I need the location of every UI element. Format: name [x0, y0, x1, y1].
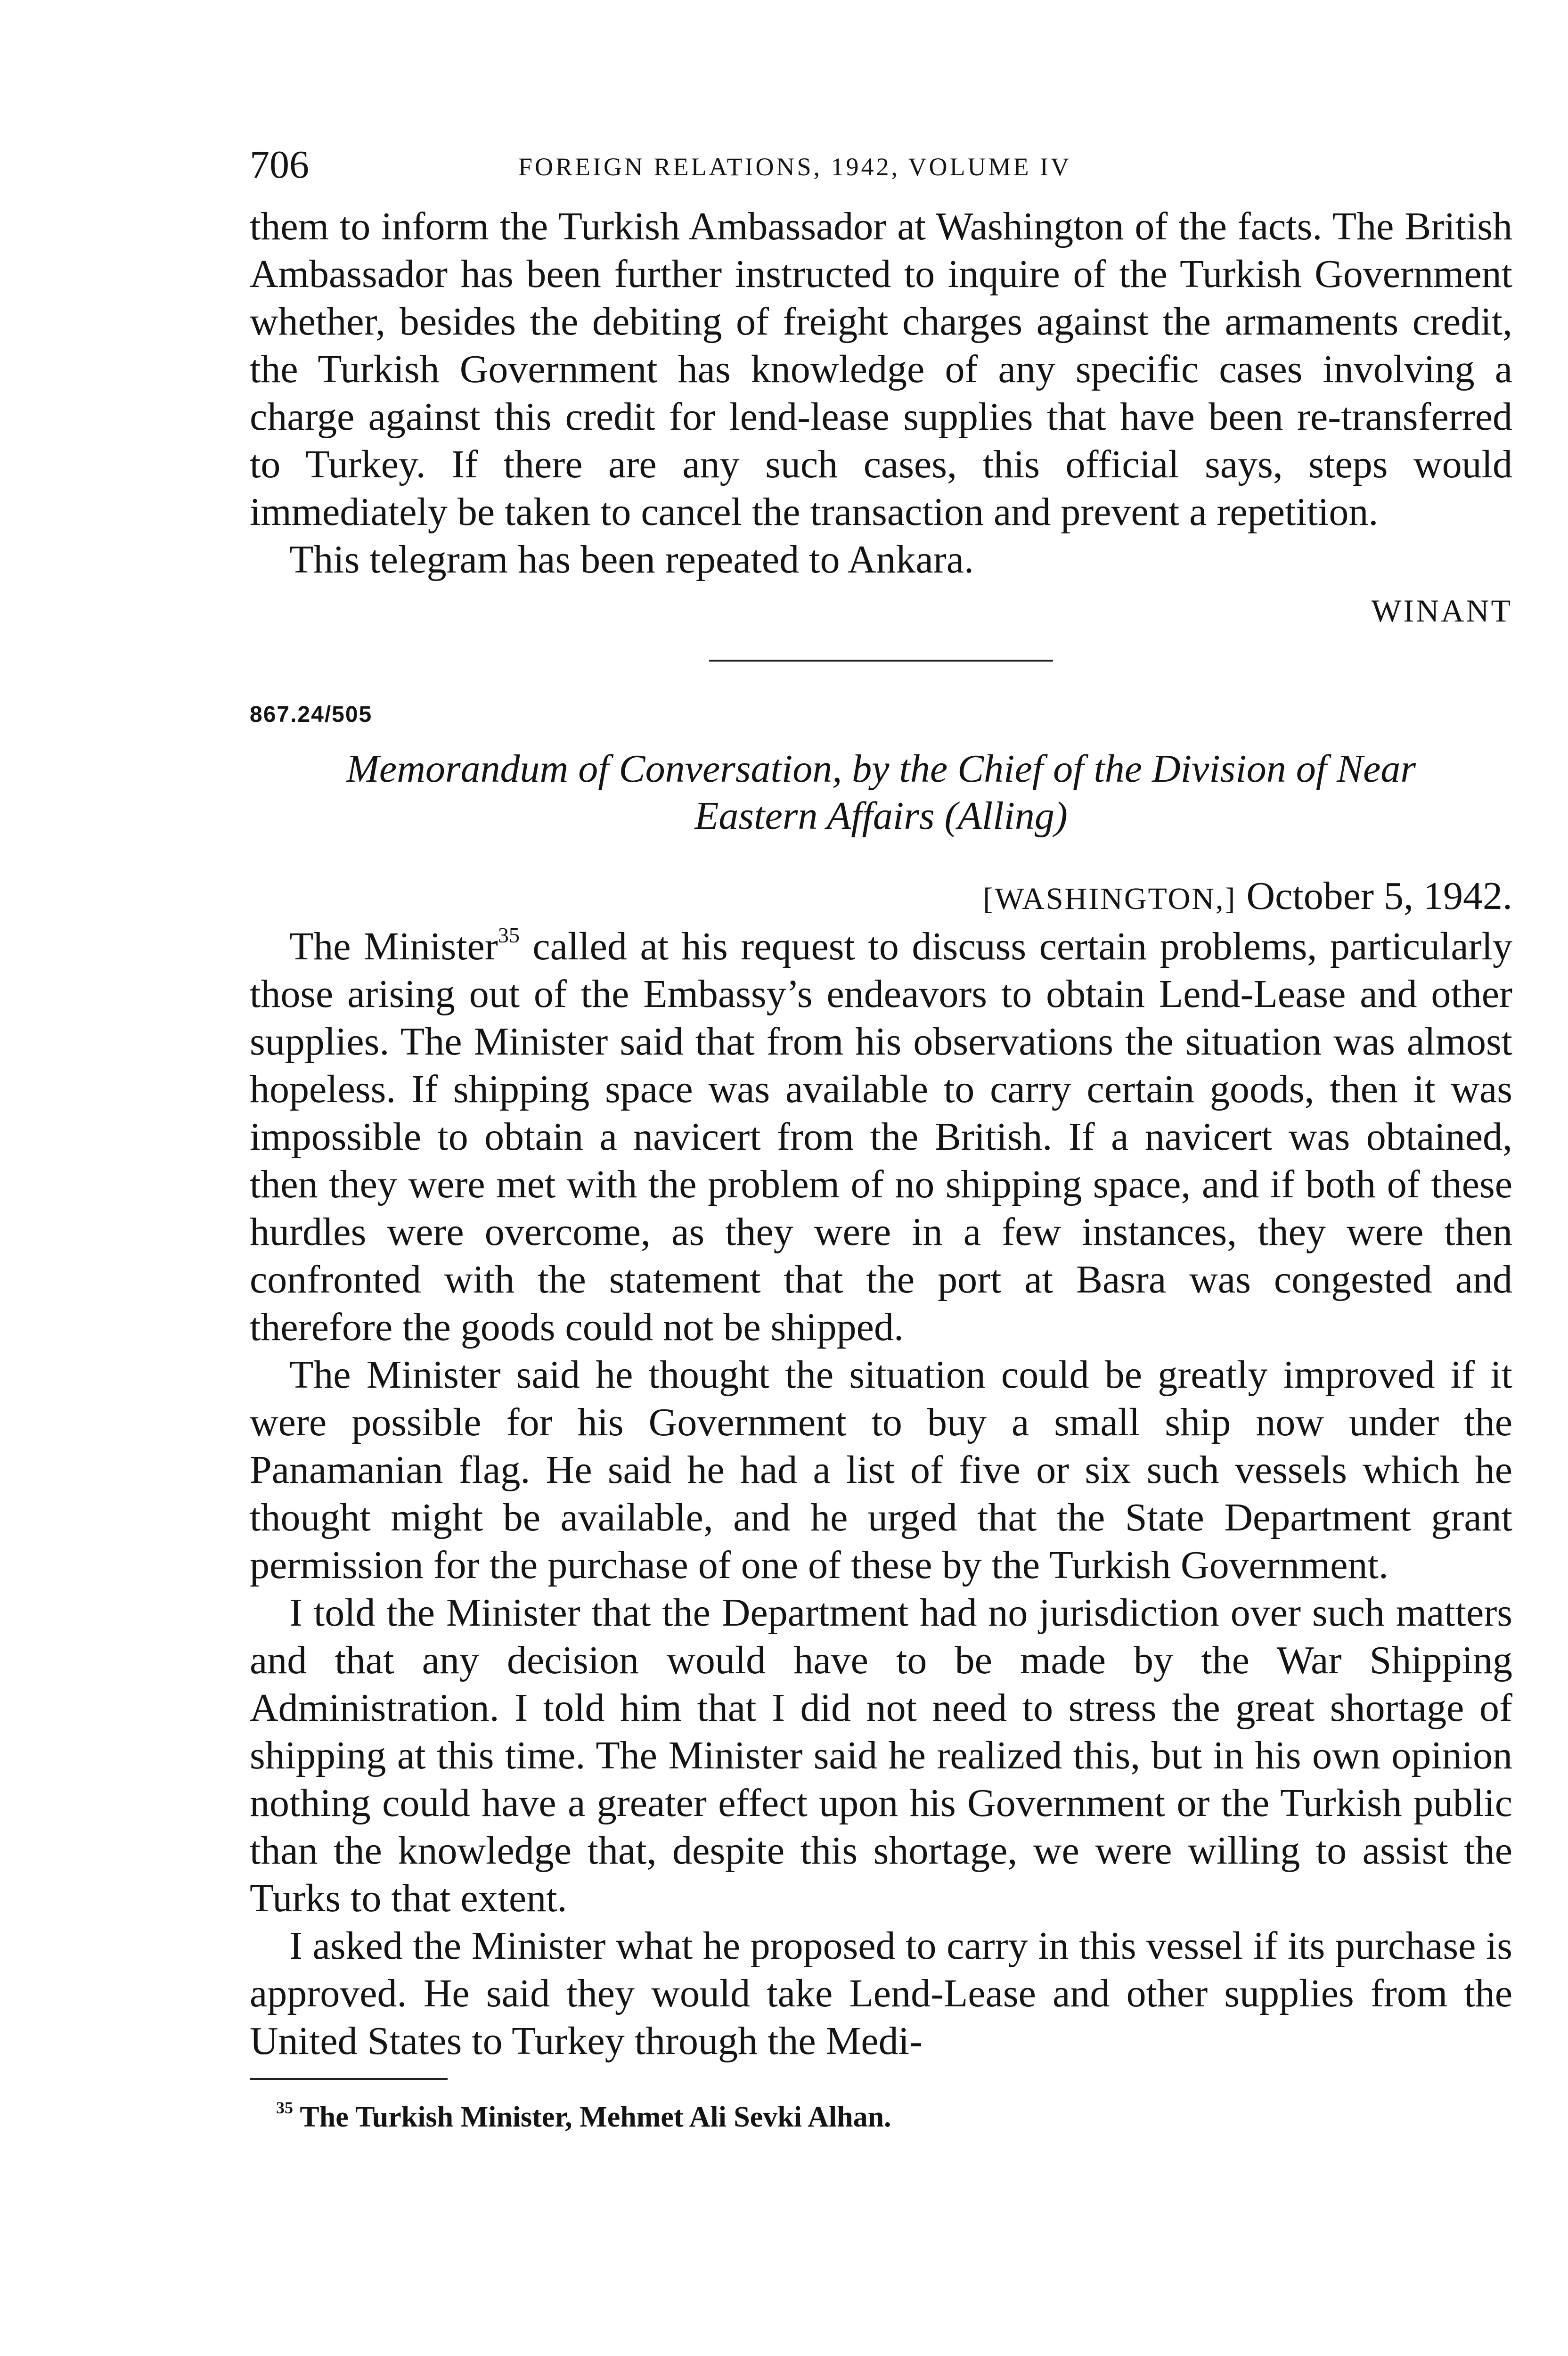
signature — [250, 588, 1512, 633]
dateline — [250, 873, 1512, 923]
document-title-line-2: Eastern Affairs (Alling) — [694, 794, 1068, 838]
repeated-note-paragraph: This telegram has been repeated to Ankara. — [289, 538, 974, 581]
running-title: FOREIGN RELATIONS, 1942, VOLUME IV — [518, 153, 1071, 181]
document-title — [250, 745, 1512, 840]
document-page — [250, 141, 1512, 2138]
memo-paragraph-2: The Minister said he thought the situation could be greatly improved if it were possible for his Government to buy a small ship now under the Panamanian flag. He said he had a list of five or six such vessels which he thought might be available, and he urged that the State Department grant permission for the purchase of one of these by the Turkish Government. — [250, 1353, 1512, 1587]
section-divider — [709, 660, 1053, 662]
document-title-line-1: Memorandum of Conversation, by the Chief of the Division of Near — [346, 747, 1416, 791]
memo-paragraph-1-rest: called at his request to discuss certain problems, particularly those arising out of the Embassy’s endeavors to obtain Lend-Lease and other supplies. The Minister said that from his observations the situation was almost hopeless. If shipping space was available to carry certain goods, then it was impossible to obtain a navicert from the British. If a navicert was obtained, then they were met with the problem of no shipping space, and if both of these hurdles were overcome, as they were in a few instances, they were then confronted with the statement that the port at Basra was congested and therefore the goods could not be shipped. — [250, 924, 1512, 1349]
footnote — [250, 2096, 1512, 2138]
memo-paragraph-1-start: The Minister — [289, 924, 498, 968]
dateline-date: October 5, 1942. — [1246, 874, 1512, 918]
footnote-rule — [250, 2078, 448, 2080]
memo-paragraph-1 — [250, 923, 1512, 1351]
file-number: 867.24/505 — [250, 702, 373, 727]
memo-paragraph-4: I asked the Minister what he proposed to carry in this vessel if its purchase is approved. He said they would take Lend-Lease and other supplies from the United States to Turkey through the Medi- — [250, 1924, 1512, 2063]
footnote-marker: 35 — [276, 2098, 293, 2117]
continued-paragraph: them to inform the Turkish Ambassador at Washington of the facts. The British Ambassador has been further instructed to inquire of the Turkish Government whether, besides the debiting of freight charges against the armaments credit, the Turkish Government has knowledge of any specific cases involving a charge against this credit for lend-lease supplies that have been re-transferred to Turkey. If there are any such cases, this official says, steps would immediately be taken to cancel the transaction and prevent a repetition. — [250, 205, 1512, 534]
footnote-text: The Turkish Minister, Mehmet Ali Sevki Alhan. — [300, 2101, 891, 2133]
signature-text: WINANT — [1371, 593, 1512, 629]
running-header — [250, 141, 1512, 203]
page-number: 706 — [250, 143, 309, 187]
footnote-reference: 35 — [498, 923, 520, 947]
memo-paragraph-3: I told the Minister that the Department had no jurisdiction over such matters and that any decision would have to be made by the War Shipping Administration. I told him that I did not need to stress the great shortage of shipping at this time. The Minister said he realized this, but in his own opinion nothing could have a greater effect upon his Government or the Turkish public than the knowledge that, despite this shortage, we were willing to assist the Turks to that extent. — [250, 1591, 1512, 1920]
dateline-place: [WASHINGTON,] — [983, 882, 1237, 916]
